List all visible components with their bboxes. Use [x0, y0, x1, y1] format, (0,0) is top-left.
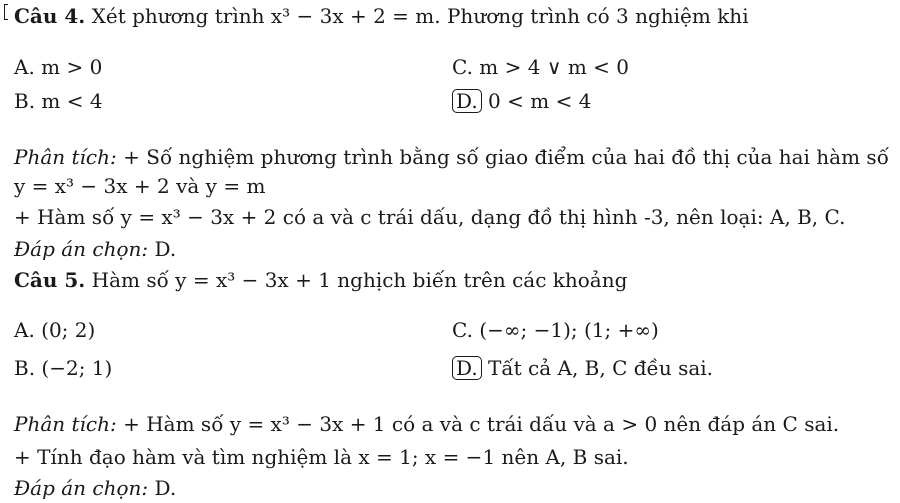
q4-option-c: C. m > 4 ∨ m < 0 — [452, 55, 629, 79]
q5-option-a: A. (0; 2) — [14, 318, 96, 342]
q5-option-d — [452, 354, 713, 382]
q4-answer-value: D. — [154, 237, 177, 261]
q4-analysis-line3: + Hàm số y = x³ − 3x + 2 có a và c trái dấu, dạng đồ thị hình -3, nên loại: A, B, C. — [14, 205, 846, 229]
q5-option-c: C. (−∞; −1); (1; +∞) — [452, 318, 659, 342]
q4-analysis-line2: y = x³ − 3x + 2 và y = m — [14, 174, 266, 198]
q5-option-d-box: D. — [452, 356, 482, 380]
q4-answer-label: Đáp án chọn: — [14, 237, 149, 261]
q5-answer — [14, 474, 176, 502]
q5-heading — [14, 266, 627, 294]
q4-option-d-text: 0 < m < 4 — [488, 89, 592, 113]
q4-answer — [14, 235, 176, 263]
q5-answer-value: D. — [154, 476, 177, 500]
q5-analysis-line2: + Tính đạo hàm và tìm nghiệm là x = 1; x = −1 nên A, B sai. — [14, 445, 629, 469]
q4-option-d — [452, 87, 591, 115]
q4-option-b: B. m < 4 — [14, 89, 103, 113]
q5-analysis-text1: + Hàm số y = x³ − 3x + 1 có a và c trái dấu và a > 0 nên đáp án C sai. — [123, 412, 840, 436]
q5-option-d-text: Tất cả A, B, C đều sai. — [488, 356, 714, 380]
q5-analysis-line1 — [14, 410, 839, 438]
q4-heading — [14, 2, 749, 30]
q5-text: Hàm số y = x³ − 3x + 1 nghịch biến trên các khoảng — [91, 268, 628, 292]
bracket-mark — [4, 4, 8, 20]
q4-label: Câu 4. — [14, 4, 86, 28]
q5-label: Câu 5. — [14, 268, 86, 292]
q4-analysis-line1 — [14, 143, 889, 171]
q5-option-b: B. (−2; 1) — [14, 356, 113, 380]
q4-option-d-box: D. — [452, 89, 482, 113]
q4-analysis-text1: + Số nghiệm phương trình bằng số giao điểm của hai đồ thị của hai hàm số — [123, 145, 889, 169]
q4-analysis-label: Phân tích: — [14, 145, 117, 169]
q5-answer-label: Đáp án chọn: — [14, 476, 149, 500]
q5-analysis-label: Phân tích: — [14, 412, 117, 436]
q4-option-a: A. m > 0 — [14, 55, 103, 79]
q4-text: Xét phương trình x³ − 3x + 2 = m. Phương trình có 3 nghiệm khi — [91, 4, 749, 28]
